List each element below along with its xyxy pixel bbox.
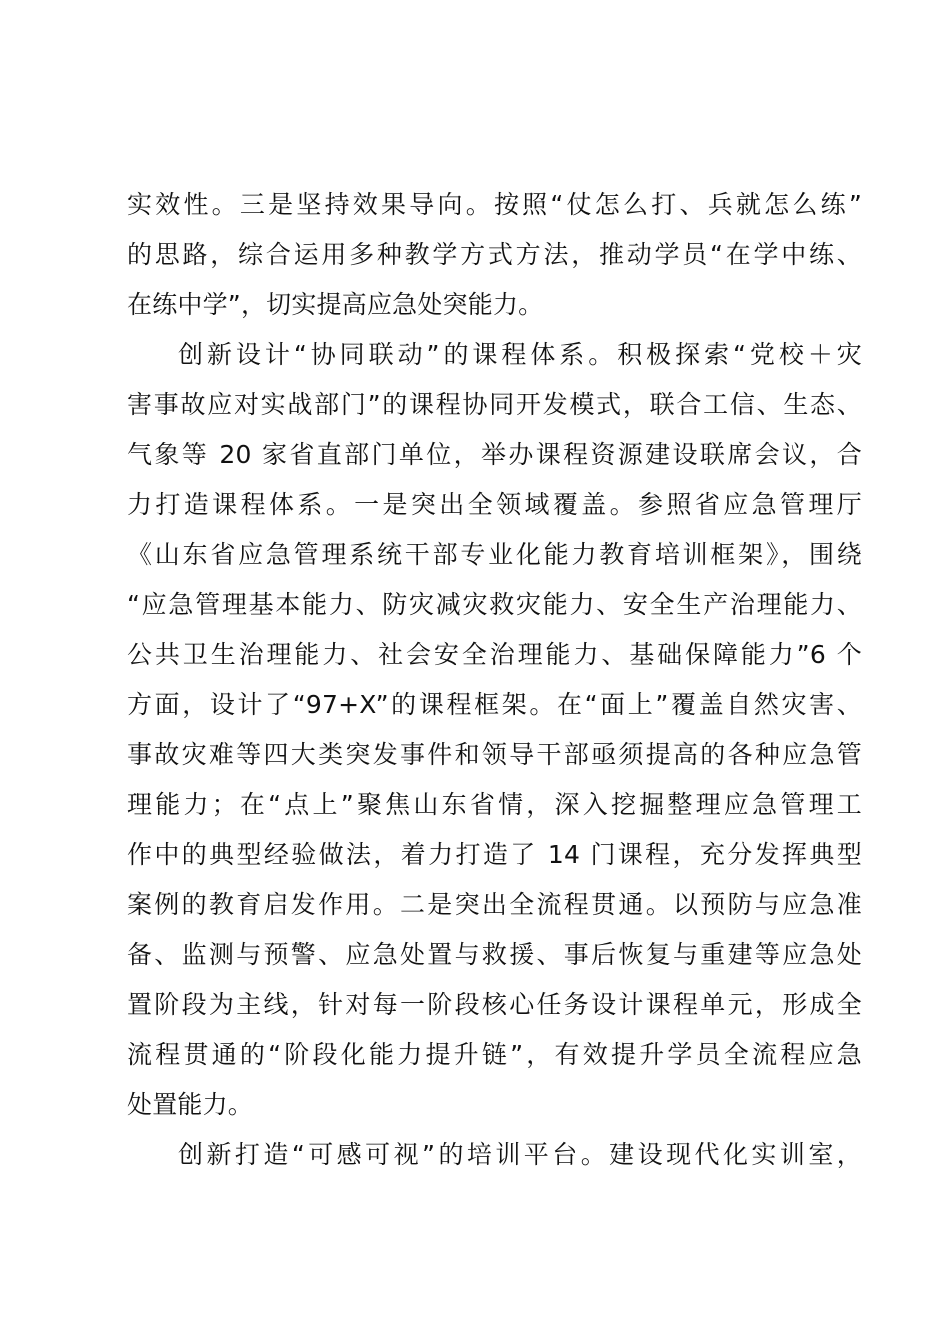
text-line: “应急管理基本能力、防灾减灾救灾能力、安全生产治理能力、 [127,590,862,619]
text-line: 作中的典型经验做法，着力打造了 14 门课程，充分发挥典型 [127,840,862,869]
text-line: 实效性。三是坚持效果导向。按照“仗怎么打、兵就怎么练” [127,190,862,219]
text-line: 备、监测与预警、应急处置与救援、事后恢复与重建等应急处 [127,940,862,969]
text-line: 案例的教育启发作用。二是突出全流程贯通。以预防与应急准 [127,890,862,919]
text-line: 害事故应对实战部门”的课程协同开发模式，联合工信、生态、 [127,390,862,419]
text-line: 力打造课程体系。一是突出全领域覆盖。参照省应急管理厅 [127,490,862,519]
text-line: 公共卫生治理能力、社会安全治理能力、基础保障能力”6 个 [127,640,862,669]
paragraph-heading-line: 创新设计“协同联动”的课程体系。积极探索“党校＋灾 [178,340,862,369]
text-line: 流程贯通的“阶段化能力提升链”，有效提升学员全流程应急 [127,1040,862,1069]
text-line: 事故灾难等四大类突发事件和领导干部亟须提高的各种应急管 [127,740,862,769]
text-line: 理能力；在“点上”聚焦山东省情，深入挖掘整理应急管理工 [127,790,862,819]
text-line: 置阶段为主线，针对每一阶段核心任务设计课程单元，形成全 [127,990,862,1019]
text-line: 的思路，综合运用多种教学方式方法，推动学员“在学中练、 [127,240,862,269]
text-line: 气象等 20 家省直部门单位，举办课程资源建设联席会议，合 [127,440,862,469]
text-line: 在练中学”，切实提高应急处突能力。 [127,290,544,319]
text-line: 方面，设计了“97+X”的课程框架。在“面上”覆盖自然灾害、 [127,690,862,719]
text-line: 处置能力。 [127,1090,254,1119]
paragraph-heading-line: 创新打造“可感可视”的培训平台。建设现代化实训室， [178,1140,862,1169]
text-line: 《山东省应急管理系统干部专业化能力教育培训框架》，围绕 [127,540,862,569]
